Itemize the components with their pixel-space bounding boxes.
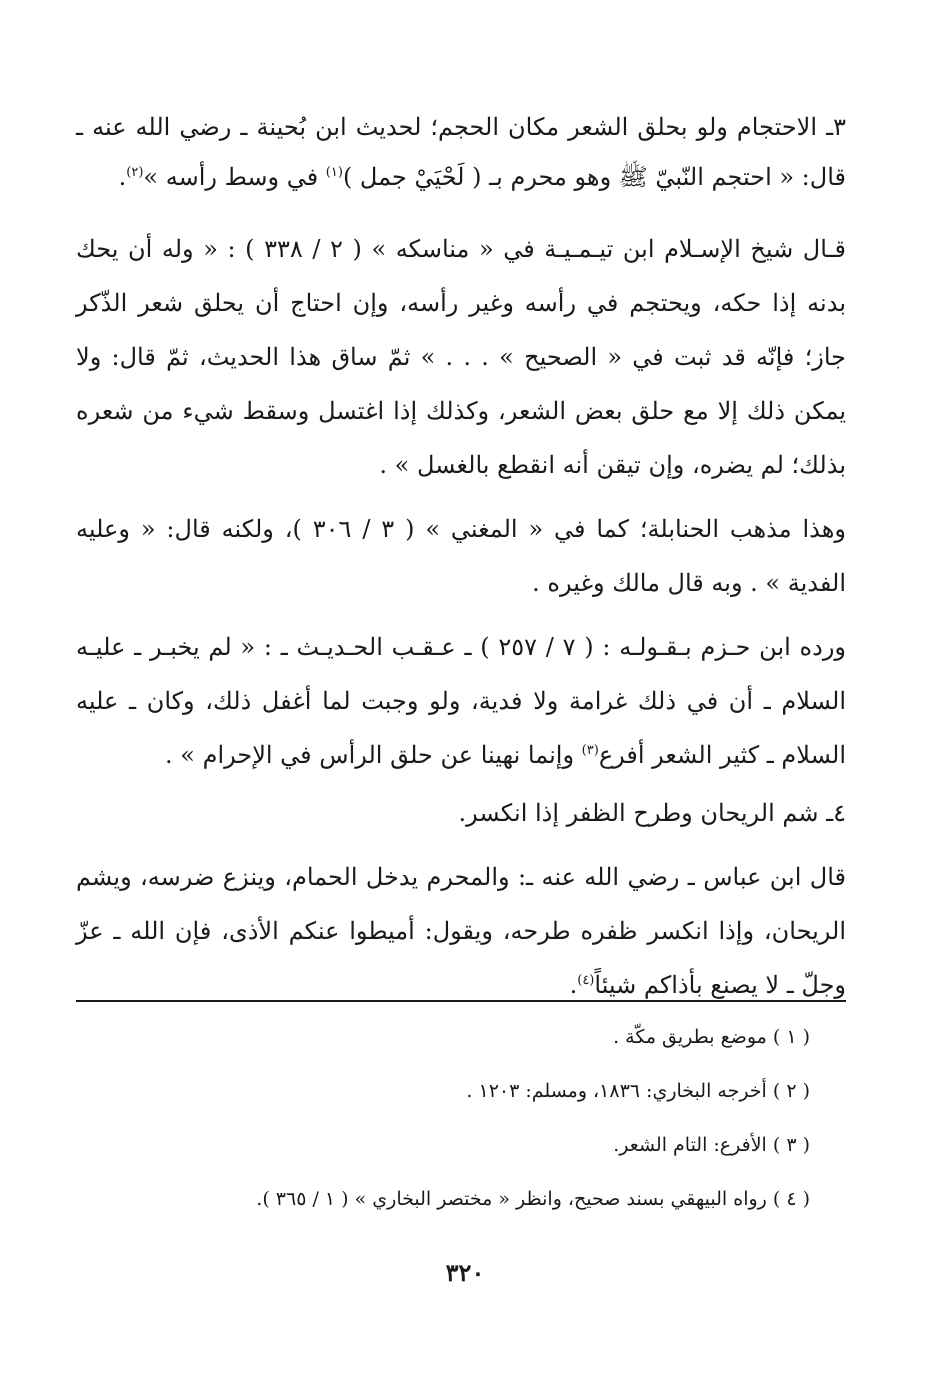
paragraph-hanabila: وهذا مذهب الحنابلة؛ كما في « المغني » ( ٣ / ٣٠٦ )، ولكنه قال: « وعليه الفدية » . وبه قال مالك وغيره .	[76, 515, 846, 597]
paragraph-text: وإنما نهينا عن حلق الرأس في الإحرام » .	[165, 741, 582, 769]
footnote-3: ( ٣ ) الأفرع: التام الشعر.	[613, 1134, 810, 1156]
paragraph-heading-basil: ٤ـ شم الريحان وطرح الظفر إذا انكسر.	[458, 799, 846, 827]
paragraph-text: ورده ابن حـزم بـقـولـه : ( ٧ / ٢٥٧ ) ـ عـقـب الحـديـث ـ : « لم يخبـر ـ عليـه السلام ـ أن في ذلك غرامة ولا فدية، ولو وجبت لما أغفل ذلك، وكان ـ عليه السلام ـ كثير الشعر أفرع	[76, 633, 846, 769]
footnote-ref-1[interactable]: (١)	[325, 165, 343, 180]
page-number: ٣٢٠	[445, 1258, 485, 1287]
paragraph-text: قال ابن عباس ـ رضي الله عنه ـ: والمحرم يدخل الحمام، وينزع ضرسه، ويشم الريحان، وإذا انكسر ظفره طرحه، ويقول: أميطوا عنكم الأذى، فإن الله ـ عزّ وجلّ ـ لا يصنع بأذاكم شيئاً	[76, 863, 846, 999]
footnote-divider	[76, 1000, 846, 1002]
paragraph-text: في وسط رأسه »	[143, 163, 326, 191]
footnote-ref-4[interactable]: (٤)	[577, 973, 595, 988]
footnote-2: ( ٢ ) أخرجه البخاري: ١٨٣٦، ومسلم: ١٢٠٣ .	[466, 1080, 810, 1102]
footnotes	[76, 1010, 810, 1226]
paragraph-text: .	[569, 971, 578, 999]
paragraph-text: .	[118, 163, 127, 191]
paragraph-ibn-hazm	[76, 620, 846, 782]
footnote-4: ( ٤ ) رواه البيهقي بسند صحيح، وانظر « مختصر البخاري » ( ١ / ٣٦٥ ).	[256, 1188, 810, 1210]
footnote-ref-2[interactable]: (٢)	[126, 165, 144, 180]
main-text	[76, 102, 846, 1012]
footnote-ref-3[interactable]: (٣)	[581, 743, 599, 758]
paragraph-cupping	[76, 102, 846, 202]
paragraph-ibn-taymiyyah: قـال شيخ الإسـلام ابن تيـمـيـة في « مناسكه » ( ٢ / ٣٣٨ ) : « وله أن يحك بدنه إذا حكه، ويحتجم في رأسه وغير رأسه، وإن احتاج أن يحلق شعر الذّكر جاز؛ فإنّه قد ثبت في « الصحيح » . . . » ثمّ ساق هذا الحديث، ثمّ قال: ولا يمكن ذلك إلا مع حلق بعض الشعر، وكذلك إذا اغتسل وسقط شيء من شعره بذلك؛ لم يضره، وإن تيقن أنه انقطع بالغسل » .	[76, 235, 847, 479]
paragraph-ibn-abbas	[76, 850, 846, 1012]
paragraph-text: ٣ـ الاحتجام ولو بحلق الشعر مكان الحجم؛ لحديث ابن بُحينة ـ رضي الله عنه ـ قال: « احتجم النّبيّ ﷺ وهو محرم بـ ( لَحْيَيْ جمل )	[76, 113, 846, 191]
footnote-1: ( ١ ) موضع بطريق مكّة .	[613, 1026, 810, 1048]
